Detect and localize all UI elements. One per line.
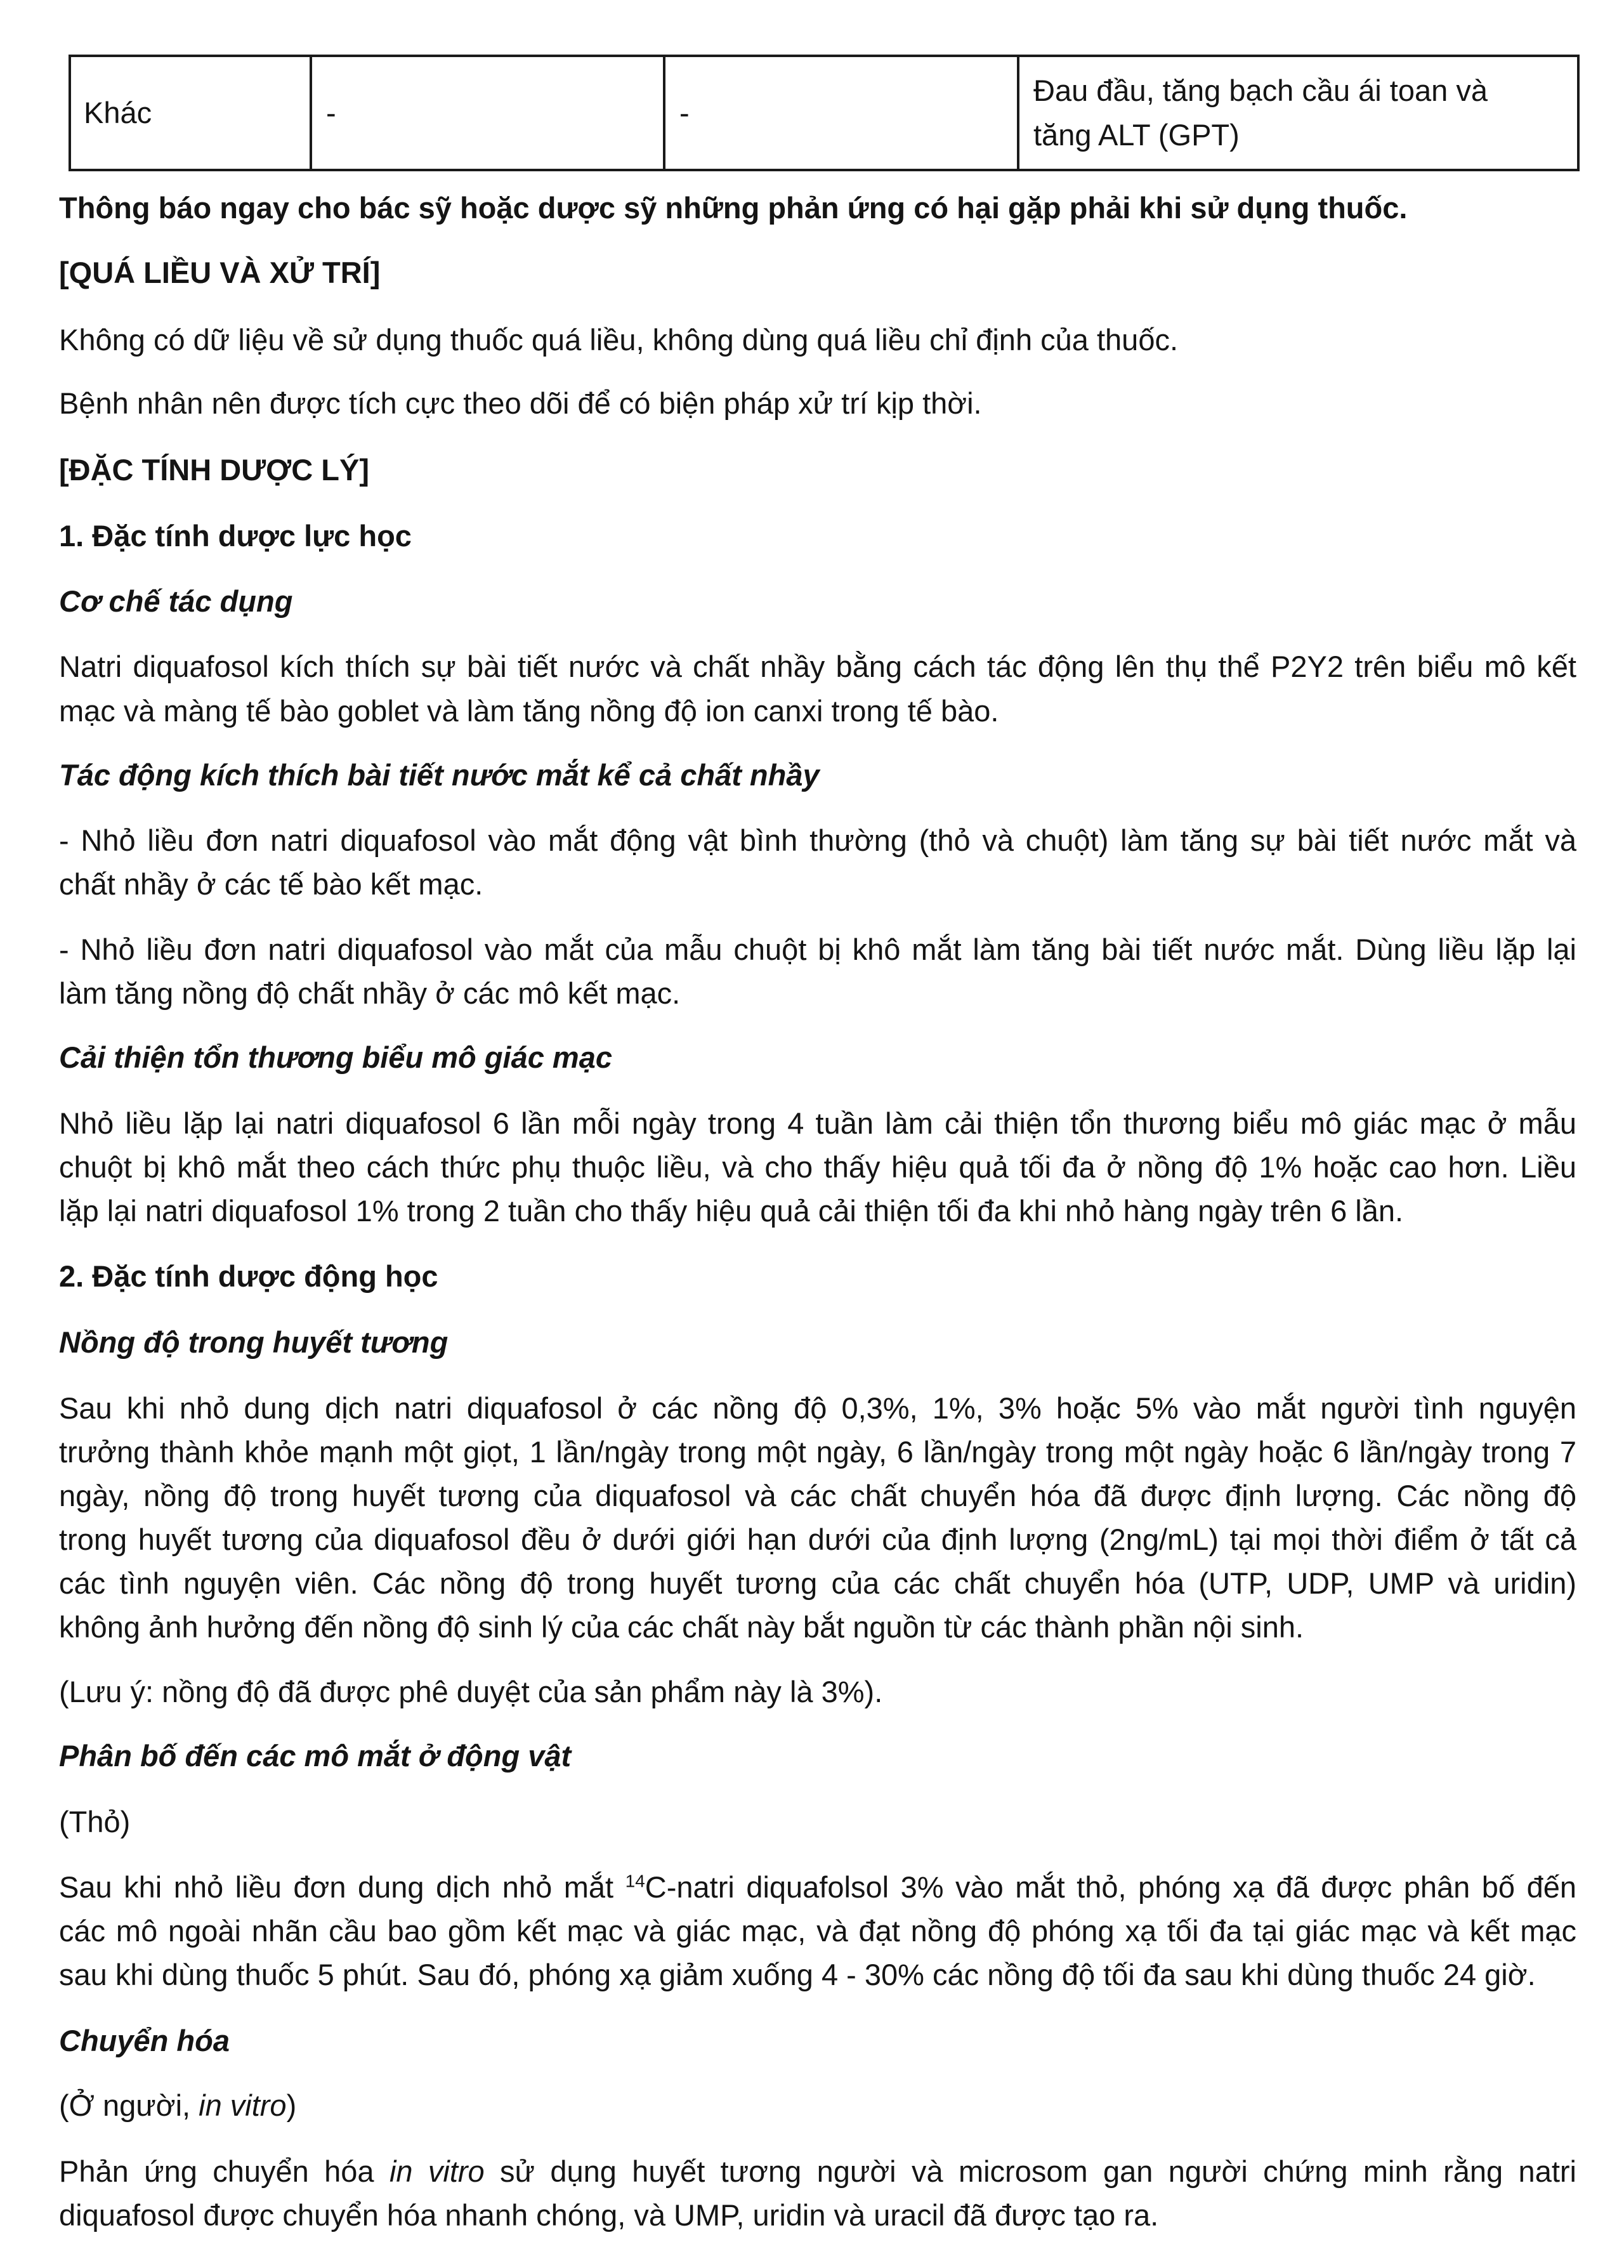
adverse-reaction-notice: Thông báo ngay cho bác sỹ hoặc dược sỹ những phản ứng có hại gặp phải khi sử dụng thuốc. xyxy=(59,191,1408,225)
cornea-text-line: lặp lại natri diquafosol 1% trong 2 tuần cho thấy hiệu quả cải thiện tối đa khi nhỏ hàng ngày trên 6 lần. xyxy=(59,1194,1404,1228)
distribution-text-line: Sau khi nhỏ liều đơn dung dịch nhỏ mắt $^{14}$C-natri diquafolsol 3% vào mắt thỏ, phóng xạ đã được phân bố đến xyxy=(59,1870,1577,1904)
table-cell-category: Khác xyxy=(70,56,311,170)
cornea-text-line: Nhỏ liều lặp lại natri diquafosol 6 lần mỗi ngày trong 4 tuần làm cải thiện tổn thương biểu mô giác mạc ở mẫu xyxy=(59,1106,1576,1140)
distribution-text-line: sau khi dùng thuốc 5 phút. Sau đó, phóng xạ giảm xuống 4 - 30% các nồng độ tối đa sau khi dùng thuốc 24 giờ. xyxy=(59,1958,1536,1991)
mechanism-text-line: mạc và màng tế bào goblet và làm tăng nồng độ ion canxi trong tế bào. xyxy=(59,694,999,728)
table-cell-unknown: Đau đầu, tăng bạch cầu ái toan và tăng ALT (GPT) xyxy=(1018,56,1578,170)
table-cell-uncommon: - xyxy=(664,56,1018,170)
adverse-reaction-table xyxy=(69,55,1580,171)
tear-secretion-bullet-1-cont: chất nhầy ở các tế bào kết mạc. xyxy=(59,867,483,901)
tear-secretion-bullet-2-cont: làm tăng nồng độ chất nhầy ở các mô kết mạc. xyxy=(59,976,681,1010)
overdose-paragraph-2: Bệnh nhân nên được tích cực theo dõi để có biện pháp xử trí kịp thời. xyxy=(59,386,982,420)
metabolism-text-line: Phản ứng chuyển hóa in vitro sử dụng huyết tương người và microsom gan người chứng minh rằng natri xyxy=(59,2154,1576,2188)
metabolism-text-line: diquafosol được chuyển hóa nhanh chóng, và UMP, uridin và uracil đã được tạo ra. xyxy=(59,2198,1159,2232)
plasma-concentration-heading: Nồng độ trong huyết tương xyxy=(59,1325,449,1359)
human-in-vitro-label: (Ở người, in vitro) xyxy=(59,2088,297,2122)
tear-secretion-bullet-1: - Nhỏ liều đơn natri diquafosol vào mắt động vật bình thường (thỏ và chuột) làm tăng sự bài tiết nước mắt và xyxy=(59,823,1576,857)
pharmacokinetics-heading: 2. Đặc tính dược động học xyxy=(59,1259,438,1293)
metabolism-heading: Chuyển hóa xyxy=(59,2024,230,2057)
overdose-paragraph-1: Không có dữ liệu về sử dụng thuốc quá liều, không dùng quá liều chỉ định của thuốc. xyxy=(59,323,1179,357)
plasma-text-line: trưởng thành khỏe mạnh một giọt, 1 lần/ngày trong một ngày, 6 lần/ngày trong một ngày hoặc 6 lần/ngày trong 7 xyxy=(59,1435,1576,1469)
cornea-heading: Cải thiện tổn thương biểu mô giác mạc xyxy=(59,1040,613,1074)
mechanism-text-line: Natri diquafosol kích thích sự bài tiết nước và chất nhầy bằng cách tác động lên thụ thể P2Y2 trên biểu mô kết xyxy=(59,650,1576,683)
mechanism-heading: Cơ chế tác dụng xyxy=(59,584,293,618)
plasma-text-line: Sau khi nhỏ dung dịch natri diquafosol ở các nồng độ 0,3%, 1%, 3% hoặc 5% vào mắt người tình nguyện xyxy=(59,1391,1576,1425)
overdose-heading: [QUÁ LIỀU VÀ XỬ TRÍ] xyxy=(59,256,381,289)
cornea-text-line: chuột bị khô mắt theo cách thức phụ thuộc liều, và cho thấy hiệu quả tối đa ở nồng độ 1% hoặc cao hơn. Liều xyxy=(59,1150,1576,1184)
plasma-text-line: ngày, nồng độ trong huyết tương của diquafosol và các chất chuyển hóa đã được định lượng. Các nồng độ xyxy=(59,1479,1576,1512)
plasma-text-line: các tình nguyện viên. Các nồng độ trong huyết tương của các chất chuyển hóa (UTP, UDP, UMP và uridin) xyxy=(59,1566,1576,1600)
table-row xyxy=(70,56,1578,170)
tear-secretion-heading: Tác động kích thích bài tiết nước mắt kể cả chất nhầy xyxy=(59,758,820,792)
plasma-text-line: không ảnh hưởng đến nồng độ sinh lý của các chất này bắt nguồn từ các thành phần nội sinh. xyxy=(59,1610,1304,1644)
plasma-text-line: trong huyết tương của diquafosol đều ở dưới giới hạn dưới của định lượng (2ng/mL) tại mọi thời điểm ở tất cả xyxy=(59,1523,1576,1556)
pharmacology-heading: [ĐẶC TÍNH DƯỢC LÝ] xyxy=(59,453,369,487)
distribution-heading: Phân bố đến các mô mắt ở động vật xyxy=(59,1739,572,1773)
approved-concentration-note: (Lưu ý: nồng độ đã được phê duyệt của sản phẩm này là 3%). xyxy=(59,1675,883,1708)
tear-secretion-bullet-2: - Nhỏ liều đơn natri diquafosol vào mắt của mẫu chuột bị khô mắt làm tăng bài tiết nước mắt. Dùng liều lặp lại xyxy=(59,933,1576,966)
rabbit-label: (Thỏ) xyxy=(59,1805,131,1839)
pharmacodynamics-heading: 1. Đặc tính dược lực học xyxy=(59,519,412,553)
table-cell-common: - xyxy=(311,56,664,170)
distribution-text-line: các mô ngoài nhãn cầu bao gồm kết mạc và giác mạc, và đạt nồng độ phóng xạ tối đa tại giác mạc và kết mạc xyxy=(59,1914,1576,1948)
